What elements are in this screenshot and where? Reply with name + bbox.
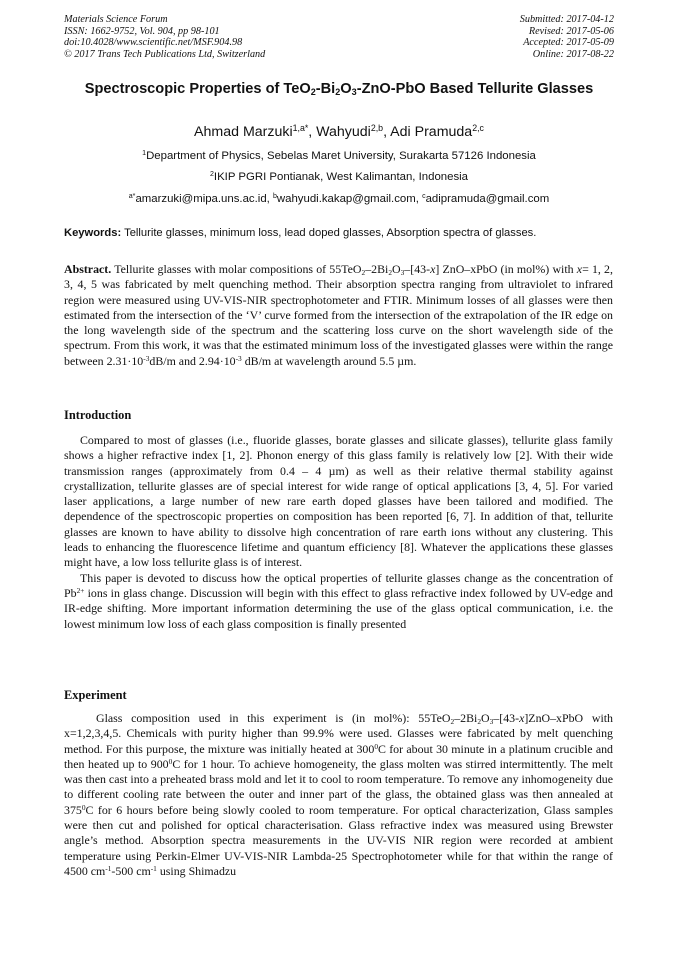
publication-dates bbox=[520, 14, 614, 60]
keywords bbox=[64, 227, 614, 239]
date-revised: Revised: 2017-05-06 bbox=[528, 25, 614, 37]
experiment-text bbox=[64, 711, 613, 879]
paragraph: Glass composition used in this experiment is (in mol%): $55TeO_2-2Bi_2O_3-[43-x]ZnO$–xPbO with x=1,2,3,4,5. Chemicals with purity higher than 99.9% were used. Glasses were fabricated by melt quenching method. For this purpose, the mixture was initially heated at $300^0C$ for about 30 minute in a platinum crucible and then heated up to $900^0C$ for 1 hour. To achieve homogeneity, the glass molten was stirred intermittently. The melt was then cast into a preheated brass mold and let it to cool to room temperature. To remove any inhomogeneity due to different cooling rate between the outer and inner part of the glass, the obtained glass was then annealed at $375^0C$ for 6 hours before being slowly cooled to room temperature. For optical characterization, Glass samples were then cut and polished for optical characterisation. Glass refractive index was measured using Brewster angle’s method. Absorption spectra measurements in the UV-VIS NIR region were recorded at ambient temperature using Perkin-Elmer UV-VIS-NIR Lambda-25 Spectrophotometer while for that within the range of 4500 $cm^{-1}-500$ $cm^{-1}$ using Shimadzu bbox=[64, 711, 614, 878]
author-list: Ahmad Marzuki$^{1,a*}$, Wahyudi$^{2,b}$, Adi Pramuda$^{2,c}$ bbox=[194, 123, 484, 140]
paper-title: Spectroscopic Properties of $TeO_2-Bi_2O_3-ZnO$-PbO Based Tellurite Glasses bbox=[84, 81, 594, 98]
author-name: , Adi Pramuda bbox=[383, 124, 473, 140]
author-name: Ahmad Marzuki bbox=[194, 124, 293, 140]
journal-copyright: © 2017 Trans Tech Publications Ltd, Switzerland bbox=[64, 48, 266, 60]
keywords-text: Tellurite glasses, minimum loss, lead doped glasses, Absorption spectra of glasses. bbox=[121, 227, 537, 239]
abstract-label: Abstract. bbox=[64, 262, 112, 276]
journal-name: Materials Science Forum bbox=[64, 14, 168, 25]
abstract: Abstract. Tellurite glasses with molar compositions of $55TeO_2-2Bi_2O_3-[43-x]$ ZnO–xPbO (in mol%) with x= 1, 2, 3, 4, 5 was fabricated by melt quenching method. Their absorption spectra ranging from ultraviolet to infrared region were measured using UV-VIS-NIR spectrophotometer and FTIR. Minimum losses of all glasses were then estimated from the intersection of the ‘V’ curve formed from the intersection of the extrapolation of the IR edge on the long wavelength side of the spectrum and the scattering loss curve on the short wavelength side of the spectrum. From this work, it was that the estimated minimum loss of the investigated glasses were within the range between $2.31\cdot 10^{-3}dB/m$ and $2.94\cdot 10^{-3}$ dB/m at wavelength around 5.5 µm. bbox=[64, 262, 613, 368]
author-name: , Wahyudi bbox=[308, 124, 371, 140]
author-emails: $^{a*}$amarzuki@mipa.uns.ac.id, $^b$wahyudi.kakap@gmail.com, $^c$adipramuda@gmail.com bbox=[128, 193, 550, 205]
journal-info bbox=[64, 14, 265, 60]
paragraph: Compared to most of glasses (i.e., fluoride glasses, borate glasses and silicate glasses), tellurite glass family shows a higher refractive index [1, 2]. Phonon energy of this glass family is relatively low [2]. With their wide transmission ranges (approximately from 0.4 – 4 µm) as well as their relative thermal stability against crystallization, tellurite glasses are of special interest for wide range of optical applications [3, 4, 5]. For varied laser applications, a large number of new rare earth doped glasses have been tailored and modified. The dependence of the spectroscopic properties on composition has been reported [6, 7]. In addition of that, tellurite glasses are known to have ability to dissolve high concentration of rare earth ions without any clustering. This leads to enhancing the fluorescence lifetime and quantum efficiency [8]. Whatever the applications these glasses might have, a low loss tellurite glass is of interest. bbox=[64, 433, 613, 570]
introduction-text bbox=[64, 433, 613, 632]
keywords-label: Keywords: bbox=[64, 227, 122, 239]
affiliation-2: $^2$IKIP PGRI Pontianak, West Kalimantan, Indonesia bbox=[209, 171, 469, 183]
section-heading-introduction: Introduction bbox=[64, 408, 132, 422]
journal-doi: doi:10.4028/www.scientific.net/MSF.904.98 bbox=[64, 37, 243, 49]
date-submitted: Submitted: 2017-04-12 bbox=[519, 14, 614, 25]
paragraph: This paper is devoted to discuss how the optical properties of tellurite glasses change as the concentration of $Pb^{2+}$ ions in glass change. Discussion will begin with this effect to glass refractive index followed by UV-edge and IR-edge shifting. More important information determining the use of the glass optical communication, i.e. the lowest minimum low loss of each glass composition is finally presented bbox=[64, 570, 613, 631]
date-online: Online: 2017-08-22 bbox=[532, 48, 614, 60]
section-heading-experiment: Experiment bbox=[64, 688, 127, 702]
date-accepted: Accepted: 2017-05-09 bbox=[523, 37, 614, 49]
journal-issn: ISSN: 1662-9752, Vol. 904, pp 98-101 bbox=[64, 25, 220, 37]
affiliation-1: $^1$Department of Physics, Sebelas Maret University, Surakarta 57126 Indonesia bbox=[142, 150, 536, 162]
